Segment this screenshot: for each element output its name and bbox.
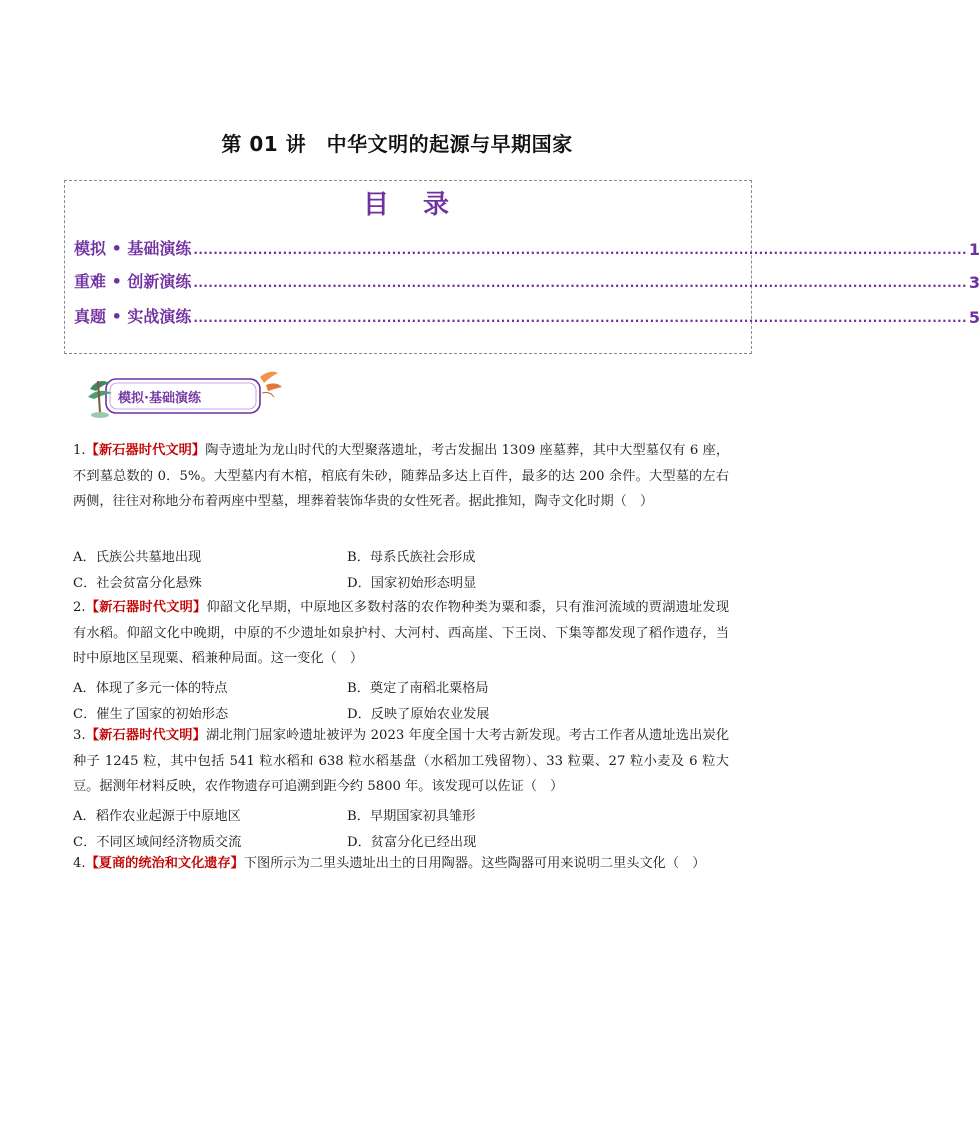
- question-tag: 【新石器时代文明】: [85, 728, 206, 743]
- section-badge-label: 模拟·基础演练: [118, 391, 201, 406]
- question-number: 3.: [73, 728, 86, 743]
- table-of-contents: [64, 180, 980, 354]
- toc-item-page: 3: [968, 273, 980, 292]
- question-1: [73, 438, 729, 515]
- option-c[interactable]: C．社会贫富分化悬殊: [73, 576, 202, 591]
- option-c[interactable]: C．不同区域间经济物质交流: [73, 835, 242, 850]
- option-d[interactable]: D．贫富分化已经出现: [347, 835, 477, 850]
- question-tag: 【新石器时代文明】: [85, 600, 207, 615]
- toc-item-page: 1: [968, 240, 980, 259]
- toc-item-exam[interactable]: [74, 303, 980, 327]
- toc-item-label: 模拟 • 基础演练: [74, 239, 192, 258]
- question-number: 1.: [73, 443, 86, 458]
- toc-leader-dots: ............................................................................................................................................................: [193, 276, 967, 290]
- toc-item-innovation[interactable]: [74, 268, 980, 292]
- option-b[interactable]: B．母系氏族社会形成: [347, 550, 476, 565]
- question-number: 2.: [73, 600, 86, 615]
- question-stem: 陶寺遗址为龙山时代的大型聚落遗址，考古发掘出 1309 座墓葬，其中大型墓仅有 6 座，不到墓总数的 0．5%。大型墓内有木棺，棺底有朱砂，随葬品多达上百件，最多的达 200 余件。大型墓的左右两侧，往往对称地分布着两座中型墓，埋葬着装饰华贵的女性死者。据此推知，陶寺文化时期（ ）: [73, 443, 730, 510]
- option-a[interactable]: A．稻作农业起源于中原地区: [73, 809, 241, 824]
- question-2: [73, 595, 729, 672]
- toc-heading: 目 录: [362, 190, 453, 220]
- toc-item-label: 重难 • 创新演练: [74, 272, 192, 291]
- page-title: 第 01 讲 中华文明的起源与早期国家: [221, 132, 573, 156]
- toc-item-label: 真题 • 实战演练: [74, 307, 192, 326]
- question-1-options: [73, 546, 729, 598]
- question-number: 4.: [73, 856, 86, 871]
- option-c[interactable]: C．催生了国家的初始形态: [73, 707, 229, 722]
- option-b[interactable]: B．早期国家初具雏形: [347, 809, 476, 824]
- option-a[interactable]: A．氏族公共墓地出现: [73, 550, 202, 565]
- question-3: [73, 723, 729, 800]
- toc-leader-dots: ............................................................................................................................................................: [193, 311, 967, 325]
- option-d[interactable]: D．反映了原始农业发展: [347, 707, 490, 722]
- question-stem: 下图所示为二里头遗址出土的日用陶器。这些陶器可用来说明二里头文化（ ）: [243, 856, 706, 871]
- option-b[interactable]: B．奠定了南稻北粟格局: [347, 681, 489, 696]
- question-2-options: [73, 677, 729, 729]
- question-3-options: [73, 805, 729, 857]
- option-d[interactable]: D．国家初始形态明显: [347, 576, 477, 591]
- question-tag: 【夏商的统治和文化遗存】: [85, 856, 244, 871]
- toc-item-basic[interactable]: [74, 235, 980, 259]
- toc-leader-dots: ............................................................................................................................................................: [193, 243, 967, 257]
- toc-item-page: 5: [968, 308, 980, 327]
- question-stem: 湖北荆门屈家岭遗址被评为 2023 年度全国十大考古新发现。考古工作者从遗址选出炭化种子 1245 粒，其中包括 541 粒水稻和 638 粒水稻基盘（水稻加工残留物）、33 粒粟、27 粒小麦及 6 粒大豆。据测年材料反映，农作物遗存可追溯到距今约 5800 年。该发现可以佐证（ ）: [73, 728, 730, 795]
- option-a[interactable]: A．体现了多元一体的特点: [73, 681, 228, 696]
- question-tag: 【新石器时代文明】: [85, 443, 206, 458]
- section-badge: [84, 369, 284, 425]
- question-stem: 仰韶文化早期，中原地区多数村落的农作物种类为粟和黍，只有淮河流域的贾湖遗址发现有水稻。仰韶文化中晚期，中原的不少遗址如泉护村、大河村、西高崖、下王岗、下集等都发现了稻作遗存，当时中原地区呈现粟、稻兼种局面。这一变化（ ）: [73, 600, 730, 667]
- question-4: [73, 851, 729, 877]
